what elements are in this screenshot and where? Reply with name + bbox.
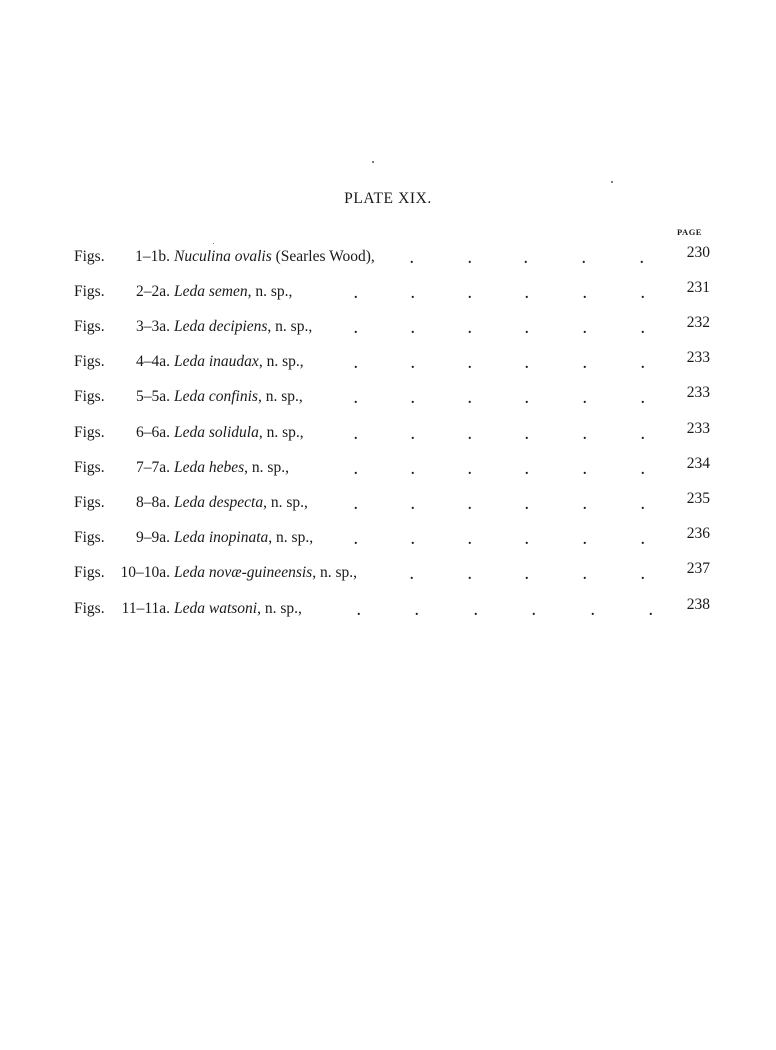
species-italic: Leda inaudax xyxy=(174,353,259,370)
species-italic: Leda confinis xyxy=(174,388,258,405)
species-italic: Leda semen xyxy=(174,283,248,300)
page-number: 233 xyxy=(686,349,710,366)
figure-entry xyxy=(0,380,776,410)
page-number: 230 xyxy=(686,244,710,261)
dot-leader: . . . . . . xyxy=(354,392,645,407)
species-suffix: , n. sp., xyxy=(263,494,308,511)
species-italic: Leda watsoni xyxy=(174,600,258,617)
page-number: 231 xyxy=(686,279,710,296)
species-suffix: , n. sp., xyxy=(244,459,289,476)
figure-entry xyxy=(0,310,776,340)
figure-range: 6–6a. xyxy=(135,424,170,441)
figs-label: Figs. xyxy=(74,424,105,441)
species-suffix: , n. sp., xyxy=(268,529,314,546)
figure-range: 9–9a. xyxy=(135,529,170,546)
figs-label: Figs. xyxy=(74,318,105,335)
figure-range: 7–7a. xyxy=(135,459,170,476)
dot-leader: . . . . . xyxy=(410,568,645,583)
figs-label: Figs. xyxy=(74,494,105,511)
species-suffix: , n. sp., xyxy=(257,600,302,617)
figure-entry xyxy=(0,592,776,622)
figure-range: 10–10a. xyxy=(120,564,170,581)
species-italic: Nuculina ovalis xyxy=(174,248,272,265)
species-suffix: (Searles Wood), xyxy=(271,248,375,265)
dot-leader: . . . . . . xyxy=(357,604,653,619)
page-number: 233 xyxy=(686,420,710,437)
page-number: 234 xyxy=(686,455,710,472)
dot-leader: . . . . . . xyxy=(354,357,645,372)
figure-entry xyxy=(0,275,776,305)
figure-entry xyxy=(0,556,776,586)
species-italic: Leda hebes xyxy=(174,459,245,476)
species-suffix: , n. sp., xyxy=(258,424,304,441)
page-number: 232 xyxy=(686,314,710,331)
scan-speck xyxy=(213,243,214,244)
page-number: 233 xyxy=(686,384,710,401)
page-number: 237 xyxy=(686,560,710,577)
figure-entry xyxy=(0,240,776,270)
figs-label: Figs. xyxy=(74,248,105,265)
scan-speck xyxy=(372,161,374,163)
species-italic: Leda novæ-guineensis xyxy=(174,564,313,581)
figure-range: 5–5a. xyxy=(135,388,170,405)
figure-entry xyxy=(0,416,776,446)
page-number: 238 xyxy=(686,596,710,613)
figure-range: 8–8a. xyxy=(135,494,170,511)
species-italic: Leda despecta xyxy=(174,494,264,511)
plate-title: PLATE XIX. xyxy=(344,190,432,207)
species-suffix: , n. sp., xyxy=(258,353,304,370)
species-italic: Leda decipiens xyxy=(174,318,268,335)
figs-label: Figs. xyxy=(74,353,105,370)
species-suffix: , n. sp., xyxy=(247,283,293,300)
figs-label: Figs. xyxy=(74,388,105,405)
figs-label: Figs. xyxy=(74,564,105,581)
dot-leader: . . . . . xyxy=(410,252,644,267)
figure-range: 11–11a. xyxy=(121,600,170,617)
dot-leader: . . . . . . xyxy=(354,533,645,548)
species-italic: Leda inopinata xyxy=(174,529,269,546)
species-suffix: , n. sp., xyxy=(267,318,313,335)
figure-entry xyxy=(0,345,776,375)
figure-range: 1–1b. xyxy=(135,248,170,265)
page-number: 235 xyxy=(686,490,710,507)
page-column-heading: PAGE xyxy=(677,227,702,237)
figs-label: Figs. xyxy=(74,283,105,300)
figs-label: Figs. xyxy=(74,529,105,546)
figs-label: Figs. xyxy=(74,600,105,617)
figure-range: 2–2a. xyxy=(135,283,170,300)
dot-leader: . . . . . . xyxy=(354,287,645,302)
figure-entry xyxy=(0,451,776,481)
page-number: 236 xyxy=(686,525,710,542)
dot-leader: . . . . . . xyxy=(354,322,645,337)
species-suffix: , n. sp., xyxy=(312,564,357,581)
species-italic: Leda solidula xyxy=(174,424,259,441)
dot-leader: . . . . . . xyxy=(354,428,645,443)
figure-entry xyxy=(0,486,776,516)
dot-leader: . . . . . . xyxy=(354,498,645,513)
species-suffix: , n. sp., xyxy=(257,388,303,405)
figs-label: Figs. xyxy=(74,459,105,476)
figure-entry xyxy=(0,521,776,551)
figure-range: 4–4a. xyxy=(135,353,170,370)
scan-speck xyxy=(611,181,613,183)
figure-range: 3–3a. xyxy=(135,318,170,335)
dot-leader: . . . . . . xyxy=(354,463,645,478)
